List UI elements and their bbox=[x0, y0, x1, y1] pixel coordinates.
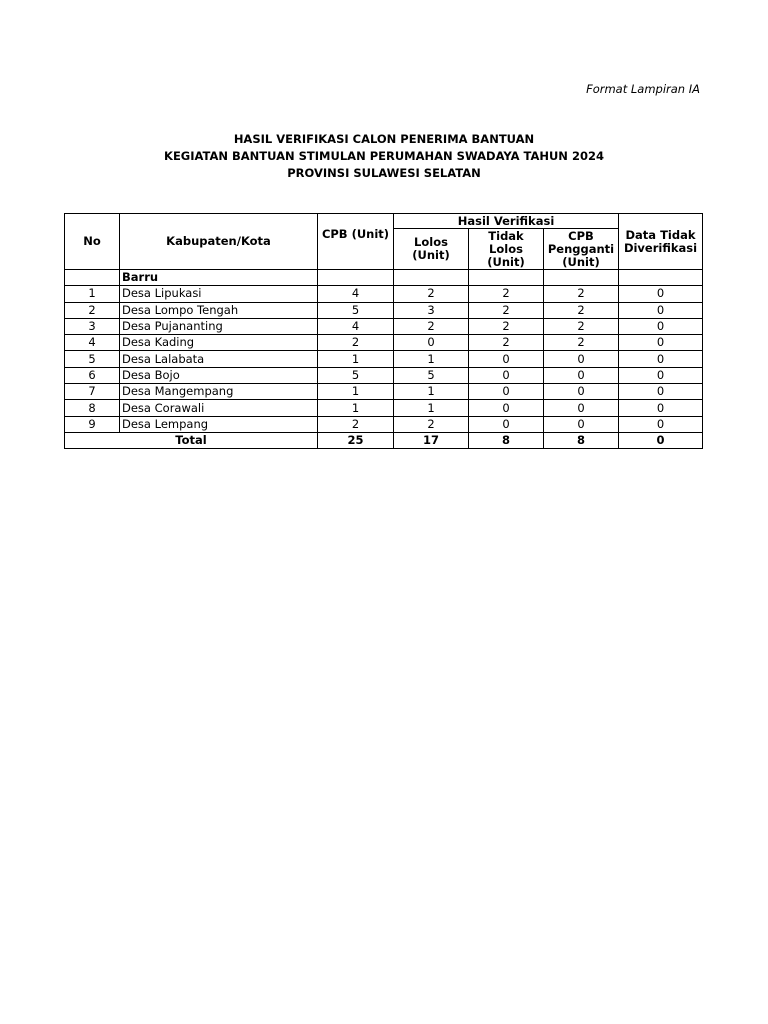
total-data-tidak: 0 bbox=[619, 432, 703, 448]
total-row bbox=[65, 432, 703, 448]
row-cpb: 5 bbox=[318, 367, 394, 383]
row-pengganti: 2 bbox=[544, 335, 619, 351]
header-data-tidak-diverifikasi: Data Tidak Diverifikasi bbox=[619, 214, 703, 270]
title-line-3: PROVINSI SULAWESI SELATAN bbox=[287, 166, 481, 180]
group-empty-cell bbox=[318, 270, 394, 286]
row-desa: Desa Lompo Tengah bbox=[120, 302, 318, 318]
verification-table bbox=[64, 213, 703, 449]
row-data-tidak: 0 bbox=[619, 318, 703, 334]
group-empty-cell bbox=[544, 270, 619, 286]
group-label: Barru bbox=[120, 270, 318, 286]
row-data-tidak: 0 bbox=[619, 302, 703, 318]
row-pengganti: 2 bbox=[544, 286, 619, 302]
row-desa: Desa Pujananting bbox=[120, 318, 318, 334]
row-pengganti: 0 bbox=[544, 416, 619, 432]
row-pengganti: 2 bbox=[544, 318, 619, 334]
row-tidak-lolos: 2 bbox=[469, 286, 544, 302]
table-row bbox=[65, 384, 703, 400]
row-no: 2 bbox=[65, 302, 120, 318]
row-desa: Desa Mangempang bbox=[120, 384, 318, 400]
row-tidak-lolos: 0 bbox=[469, 351, 544, 367]
row-cpb: 4 bbox=[318, 286, 394, 302]
table-row bbox=[65, 367, 703, 383]
row-tidak-lolos: 0 bbox=[469, 384, 544, 400]
row-desa: Desa Bojo bbox=[120, 367, 318, 383]
row-lolos: 2 bbox=[394, 286, 469, 302]
row-no: 8 bbox=[65, 400, 120, 416]
row-lolos: 1 bbox=[394, 400, 469, 416]
header-lolos: Lolos (Unit) bbox=[394, 229, 469, 270]
row-lolos: 2 bbox=[394, 416, 469, 432]
row-lolos: 1 bbox=[394, 384, 469, 400]
format-lampiran-label: Format Lampiran IA bbox=[586, 82, 700, 96]
row-tidak-lolos: 0 bbox=[469, 400, 544, 416]
table-row bbox=[65, 400, 703, 416]
row-pengganti: 0 bbox=[544, 367, 619, 383]
row-lolos: 0 bbox=[394, 335, 469, 351]
table-row bbox=[65, 416, 703, 432]
row-no: 1 bbox=[65, 286, 120, 302]
row-cpb: 1 bbox=[318, 400, 394, 416]
row-desa: Desa Lalabata bbox=[120, 351, 318, 367]
row-lolos: 3 bbox=[394, 302, 469, 318]
total-pengganti: 8 bbox=[544, 432, 619, 448]
row-data-tidak: 0 bbox=[619, 335, 703, 351]
row-no: 5 bbox=[65, 351, 120, 367]
row-data-tidak: 0 bbox=[619, 367, 703, 383]
row-desa: Desa Kading bbox=[120, 335, 318, 351]
row-pengganti: 2 bbox=[544, 302, 619, 318]
total-lolos: 17 bbox=[394, 432, 469, 448]
group-empty-cell bbox=[469, 270, 544, 286]
row-tidak-lolos: 0 bbox=[469, 416, 544, 432]
group-row bbox=[65, 270, 703, 286]
row-data-tidak: 0 bbox=[619, 286, 703, 302]
row-cpb: 1 bbox=[318, 351, 394, 367]
row-tidak-lolos: 0 bbox=[469, 367, 544, 383]
row-tidak-lolos: 2 bbox=[469, 318, 544, 334]
row-tidak-lolos: 2 bbox=[469, 302, 544, 318]
title-line-2: KEGIATAN BANTUAN STIMULAN PERUMAHAN SWADAYA TAHUN 2024 bbox=[164, 149, 604, 163]
total-tidak-lolos: 8 bbox=[469, 432, 544, 448]
row-pengganti: 0 bbox=[544, 384, 619, 400]
row-tidak-lolos: 2 bbox=[469, 335, 544, 351]
row-no: 7 bbox=[65, 384, 120, 400]
header-cpb-pengganti: CPB Pengganti (Unit) bbox=[544, 229, 619, 270]
group-empty-cell bbox=[394, 270, 469, 286]
row-data-tidak: 0 bbox=[619, 416, 703, 432]
group-no-cell bbox=[65, 270, 120, 286]
group-empty-cell bbox=[619, 270, 703, 286]
table-row bbox=[65, 318, 703, 334]
row-cpb: 2 bbox=[318, 335, 394, 351]
table-row bbox=[65, 302, 703, 318]
total-cpb: 25 bbox=[318, 432, 394, 448]
row-desa: Desa Lipukasi bbox=[120, 286, 318, 302]
row-desa: Desa Lempang bbox=[120, 416, 318, 432]
row-lolos: 2 bbox=[394, 318, 469, 334]
row-data-tidak: 0 bbox=[619, 384, 703, 400]
row-desa: Desa Corawali bbox=[120, 400, 318, 416]
row-lolos: 5 bbox=[394, 367, 469, 383]
row-cpb: 2 bbox=[318, 416, 394, 432]
header-kabupaten: Kabupaten/Kota bbox=[120, 214, 318, 270]
row-data-tidak: 0 bbox=[619, 400, 703, 416]
table-header bbox=[65, 214, 703, 270]
row-data-tidak: 0 bbox=[619, 351, 703, 367]
row-cpb: 1 bbox=[318, 384, 394, 400]
row-no: 4 bbox=[65, 335, 120, 351]
table-row bbox=[65, 351, 703, 367]
row-no: 6 bbox=[65, 367, 120, 383]
table-row bbox=[65, 286, 703, 302]
total-label: Total bbox=[65, 432, 318, 448]
header-cpb: CPB (Unit) bbox=[318, 214, 394, 270]
table-row bbox=[65, 335, 703, 351]
row-pengganti: 0 bbox=[544, 351, 619, 367]
row-cpb: 5 bbox=[318, 302, 394, 318]
row-no: 3 bbox=[65, 318, 120, 334]
header-tidak-lolos: Tidak Lolos (Unit) bbox=[469, 229, 544, 270]
document-title bbox=[0, 131, 768, 182]
row-pengganti: 0 bbox=[544, 400, 619, 416]
header-no: No bbox=[65, 214, 120, 270]
row-cpb: 4 bbox=[318, 318, 394, 334]
title-line-1: HASIL VERIFIKASI CALON PENERIMA BANTUAN bbox=[233, 132, 535, 146]
row-no: 9 bbox=[65, 416, 120, 432]
row-lolos: 1 bbox=[394, 351, 469, 367]
table-body bbox=[65, 270, 703, 449]
header-hasil-verifikasi: Hasil Verifikasi bbox=[394, 214, 619, 229]
